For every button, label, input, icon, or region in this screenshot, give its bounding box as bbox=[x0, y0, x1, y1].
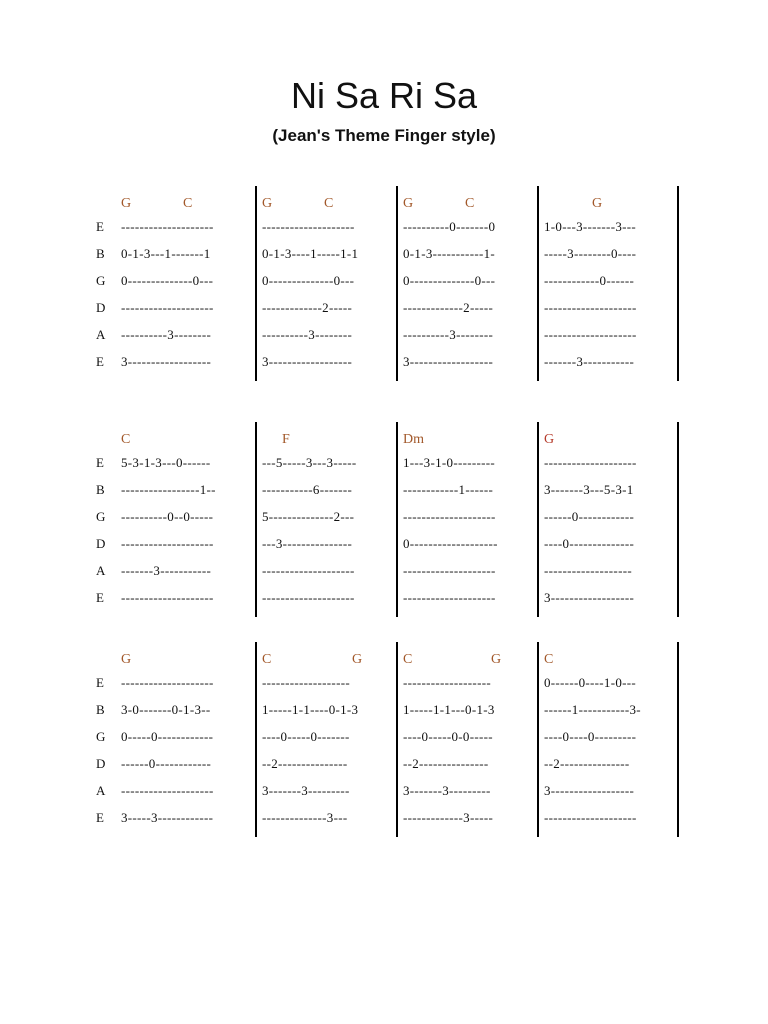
tab-line: 3------------------ bbox=[403, 354, 494, 369]
string-label: E bbox=[96, 675, 104, 690]
chord-label: C bbox=[403, 652, 413, 667]
bar-line bbox=[677, 422, 679, 617]
tab-line: -------------3----- bbox=[403, 810, 494, 825]
tab-line: ----0-----0------- bbox=[262, 729, 350, 744]
chord-label: C bbox=[121, 432, 131, 447]
chord-label: G bbox=[352, 652, 363, 667]
chord-label: G bbox=[592, 196, 603, 211]
tab-line: 5-3-1-3---0------ bbox=[121, 455, 211, 470]
chord-label: G bbox=[491, 652, 502, 667]
tab-line: ------1-----------3- bbox=[544, 702, 641, 717]
string-label: G bbox=[96, 729, 106, 744]
tab-line: ------0------------ bbox=[121, 756, 212, 771]
tab-line: ----------0-------0 bbox=[403, 219, 496, 234]
tab-line: 3------------------ bbox=[262, 354, 353, 369]
chord-label: G bbox=[262, 196, 273, 211]
tab-line: -------------------- bbox=[544, 455, 637, 470]
tab-line: -------------------- bbox=[262, 590, 355, 605]
tab-line: 0-1-3---1-------1 bbox=[121, 246, 211, 261]
tab-line: ----------3-------- bbox=[121, 327, 212, 342]
tab-line: 0--------------0--- bbox=[262, 273, 355, 288]
string-label: A bbox=[96, 327, 106, 342]
chord-label: F bbox=[282, 432, 290, 447]
tab-line: ------------------- bbox=[544, 563, 632, 578]
bar-line bbox=[396, 186, 398, 381]
string-label: G bbox=[96, 509, 106, 524]
tab-line: -------3----------- bbox=[121, 563, 212, 578]
bar-line bbox=[396, 422, 398, 617]
tab-line: 3-------3---5-3-1 bbox=[544, 482, 634, 497]
chord-label: Dm bbox=[403, 432, 424, 447]
tab-line: -------------------- bbox=[403, 509, 496, 524]
tab-line: ----0----0--------- bbox=[544, 729, 637, 744]
string-label: E bbox=[96, 354, 104, 369]
tab-line: 0-1-3-----------1- bbox=[403, 246, 496, 261]
tab-line: -------------2----- bbox=[403, 300, 494, 315]
tab-line: 1-----1-1----0-1-3 bbox=[262, 702, 359, 717]
tab-line: 3------------------ bbox=[121, 354, 212, 369]
tab-line: 3-0-------0-1-3-- bbox=[121, 702, 211, 717]
tab-line: -----3--------0---- bbox=[544, 246, 637, 261]
tab-line: -------3----------- bbox=[544, 354, 635, 369]
tab-line: -------------------- bbox=[121, 675, 214, 690]
tab-line: ------------------- bbox=[262, 675, 350, 690]
tab-line: 0-----0------------ bbox=[121, 729, 214, 744]
string-label: E bbox=[96, 455, 104, 470]
tab-line: -------------------- bbox=[262, 219, 355, 234]
string-label: A bbox=[96, 563, 106, 578]
string-label: E bbox=[96, 590, 104, 605]
tab-line: 0-1-3----1-----1-1 bbox=[262, 246, 359, 261]
tab-line: ------------------- bbox=[403, 675, 491, 690]
tab-line: -----------------1-- bbox=[121, 482, 216, 497]
bar-line bbox=[537, 186, 539, 381]
tab-line: --2--------------- bbox=[544, 756, 630, 771]
string-label: D bbox=[96, 300, 106, 315]
tab-line: -------------2----- bbox=[262, 300, 353, 315]
tab-line: ----0-------------- bbox=[544, 536, 635, 551]
tab-line: -------------------- bbox=[121, 300, 214, 315]
string-label: D bbox=[96, 536, 106, 551]
tab-line: -------------------- bbox=[121, 590, 214, 605]
tab-line: ----------3-------- bbox=[403, 327, 494, 342]
tab-line: 3-----3------------ bbox=[121, 810, 214, 825]
chord-label: G bbox=[403, 196, 414, 211]
tab-line: ----0-----0-0----- bbox=[403, 729, 493, 744]
string-label: D bbox=[96, 756, 106, 771]
tab-line: 0--------------0--- bbox=[121, 273, 214, 288]
chord-label: G bbox=[121, 196, 132, 211]
chord-label: C bbox=[262, 652, 272, 667]
string-label: B bbox=[96, 702, 105, 717]
tab-line: ---3--------------- bbox=[262, 536, 353, 551]
bar-line bbox=[677, 186, 679, 381]
chord-label: G bbox=[121, 652, 132, 667]
tab-line: ------------0------ bbox=[544, 273, 635, 288]
tab-line: ----------0--0----- bbox=[121, 509, 214, 524]
page-title: Ni Sa Ri Sa bbox=[290, 75, 478, 116]
chord-label: C bbox=[324, 196, 334, 211]
tab-line: -------------------- bbox=[121, 783, 214, 798]
tab-line: -----------6------- bbox=[262, 482, 353, 497]
bar-line bbox=[255, 642, 257, 837]
tab-line: 3------------------ bbox=[544, 783, 635, 798]
tab-line: 3-------3--------- bbox=[403, 783, 491, 798]
chord-label: C bbox=[544, 652, 554, 667]
string-label: A bbox=[96, 783, 106, 798]
tab-line: ---5-----3---3----- bbox=[262, 455, 357, 470]
bar-line bbox=[537, 422, 539, 617]
tab-line: 0------------------- bbox=[403, 536, 498, 551]
chord-label: C bbox=[183, 196, 193, 211]
tab-line: 0--------------0--- bbox=[403, 273, 496, 288]
bar-line bbox=[396, 642, 398, 837]
tab-line: -------------------- bbox=[544, 327, 637, 342]
tab-line: -------------------- bbox=[544, 810, 637, 825]
tab-line: 1-0---3-------3--- bbox=[544, 219, 637, 234]
bar-line bbox=[255, 422, 257, 617]
tab-line: 3-------3--------- bbox=[262, 783, 350, 798]
tab-line: -------------------- bbox=[403, 563, 496, 578]
string-label: G bbox=[96, 273, 106, 288]
tab-line: 1---3-1-0--------- bbox=[403, 455, 496, 470]
bar-line bbox=[255, 186, 257, 381]
tab-line: -------------------- bbox=[403, 590, 496, 605]
tab-line: -------------------- bbox=[262, 563, 355, 578]
string-label: B bbox=[96, 482, 105, 497]
tab-line: -------------------- bbox=[121, 536, 214, 551]
tab-line: 1-----1-1---0-1-3 bbox=[403, 702, 495, 717]
tab-line: -------------------- bbox=[544, 300, 637, 315]
bar-line bbox=[537, 642, 539, 837]
string-label: E bbox=[96, 810, 104, 825]
string-label: E bbox=[96, 219, 104, 234]
chord-label: C bbox=[465, 196, 475, 211]
tab-line: --2--------------- bbox=[403, 756, 489, 771]
tab-line: 0------0----1-0--- bbox=[544, 675, 637, 690]
bar-line bbox=[677, 642, 679, 837]
page-subtitle: (Jean's Theme Finger style) bbox=[272, 126, 496, 145]
tab-line: 5--------------2--- bbox=[262, 509, 355, 524]
tab-line: ------------1------ bbox=[403, 482, 494, 497]
tab-line: ----------3-------- bbox=[262, 327, 353, 342]
tab-line: --2--------------- bbox=[262, 756, 348, 771]
tab-line: 3------------------ bbox=[544, 590, 635, 605]
chord-label: G bbox=[544, 432, 555, 447]
tab-line: -------------------- bbox=[121, 219, 214, 234]
string-label: B bbox=[96, 246, 105, 261]
tab-line: ------0------------ bbox=[544, 509, 635, 524]
tab-line: --------------3--- bbox=[262, 810, 348, 825]
